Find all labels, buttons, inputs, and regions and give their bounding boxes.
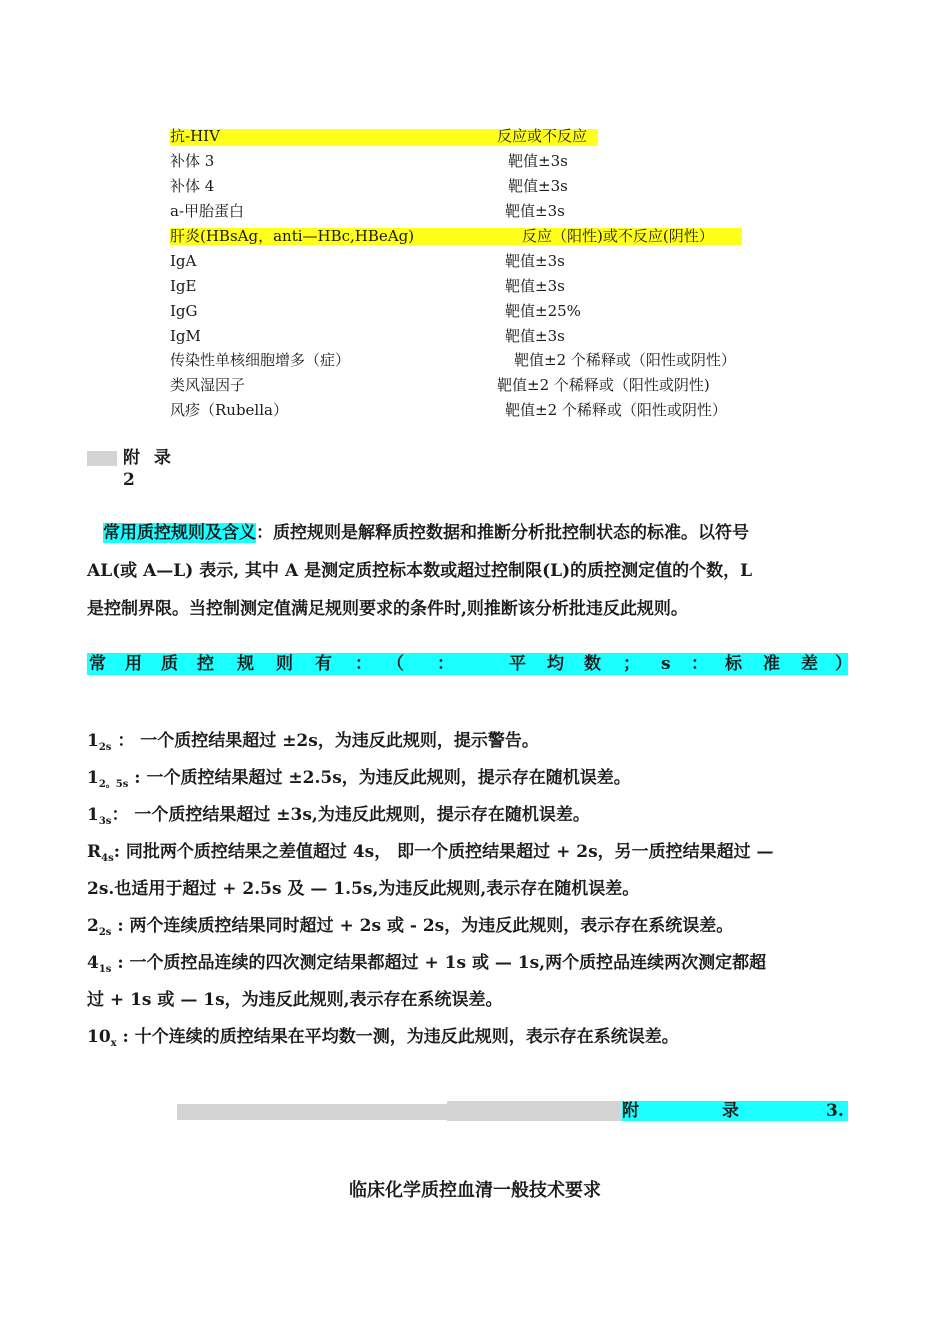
rules-header-char: 规 [237,654,254,674]
rules-header-char: 则 [276,654,293,674]
rule-line [87,988,503,1012]
rule-text: : 一个质控品连续的四次测定结果都超过 + 1s 或 — 1s,两个质控品连续两次测定都超 [111,953,767,973]
rules-header-char: ： [437,654,454,674]
rule-subscript: 2s [98,927,112,938]
test-name: IgG [170,302,198,320]
rules-header-char: 差 [801,654,818,674]
test-name: IgA [170,252,197,270]
target-range: 靶值±3s [505,202,565,220]
target-range: 靶值±2 个稀释或（阳性或阴性） [505,401,727,419]
appendix-2-title: 附 录2 [123,448,175,490]
rules-header-char: 控 [197,654,214,674]
appendix-3-grey-bar-right [447,1101,622,1121]
rule-line [87,1025,679,1056]
table-row [170,349,770,371]
test-name: 抗-HIV [170,127,220,145]
definition-colon: ： [256,523,273,543]
test-name: 肝炎(HBsAg，anti—HBc,HBeAg) [170,227,415,245]
rules-header-char: s [661,654,671,674]
appendix-2-heading [87,447,183,490]
definition-paragraph [87,514,848,628]
target-range: 靶值±3s [508,152,568,170]
target-range: 靶值±25% [505,302,581,320]
test-name: 风疹（Rubella） [170,401,288,419]
rules-header-char: 均 [547,654,564,674]
appendix-3-char: 录 [722,1101,739,1121]
table-row [170,200,770,222]
definition-line-3: 是控制界限。当控制测定值满足规则要求的条件时,则推断该分析批违反此规则。 [87,599,688,619]
rule-line [87,803,590,834]
table-row [170,125,770,147]
appendix-3-char: 附 [622,1101,639,1121]
rules-header [87,653,852,675]
rule-line [87,951,766,982]
rules-header-char: 有 [315,654,332,674]
test-name: 补体 4 [170,177,215,195]
table-row [170,325,770,347]
definition-label: 常用质控规则及含义 [103,523,256,543]
appendix-3-heading [622,1101,848,1121]
test-name: a-甲胎蛋白 [170,202,245,220]
rule-text: 2s.也适用于超过 + 2.5s 及 — 1.5s,为违反此规则,表示存在随机误差。 [87,879,640,899]
rule-line [87,840,774,871]
rule-subscript: 1s [98,964,112,975]
rules-header-char: 平 [509,654,526,674]
target-range: 靶值±3s [508,177,568,195]
table-row [170,150,770,172]
rule-text: 过 + 1s 或 — 1s，为违反此规则,表示存在系统误差。 [87,990,503,1010]
rules-header-char: 标 [725,654,742,674]
definition-line-2: AL(或 A—L) 表示, 其中 A 是测定质控标本数或超过控制限(L)的质控测定值的个数，L [87,561,753,581]
rule-symbol: 10 [87,1027,111,1047]
rule-subscript: x [110,1038,117,1049]
rule-text: : 两个连续质控结果同时超过 + 2s 或 - 2s，为违反此规则，表示存在系统误差。 [111,916,734,936]
target-range: 反应或不反应 [497,127,588,145]
test-name: IgM [170,327,201,345]
rule-text: ： 一个质控结果超过 ±2s，为违反此规则，提示警告。 [111,731,539,751]
table-row [170,275,770,297]
rules-header-char: 准 [763,654,780,674]
rules-header-char: ： [691,654,708,674]
rule-subscript: 2s [98,742,112,753]
rule-line [87,729,539,760]
table-row [170,374,770,396]
target-range: 靶值±3s [505,277,565,295]
target-range: 反应（阳性)或不反应(阴性） [522,227,714,245]
rule-subscript: 4s [101,853,114,864]
rule-symbol: R [87,842,102,862]
target-range: 靶值±3s [505,327,565,345]
section-title: 临床化学质控血清一般技术要求 [349,1180,601,1201]
target-range: 靶值±2 个稀释或（阳性或阴性） [514,351,736,369]
rule-text: : 同批两个质控结果之差值超过 4s， 即一个质控结果超过 + 2s，另一质控结果超过 — [113,842,774,862]
rules-header-char: 数 [584,654,601,674]
rules-header-char: ； [623,654,640,674]
rules-header-char: 用 [125,654,142,674]
rule-symbol: 1 [87,768,99,788]
rules-header-char: 质 [161,654,178,674]
target-range: 靶值±2 个稀释或（阳性或阴性) [497,376,710,394]
table-row [170,250,770,272]
table-row [170,225,770,247]
table-row [170,175,770,197]
rules-header-char: ： [355,654,372,674]
rule-line [87,914,733,945]
grey-marker [87,451,117,466]
test-name: IgE [170,277,197,295]
rule-symbol: 1 [87,805,99,825]
rules-header-char: ） [835,654,852,674]
rule-symbol: 1 [87,731,99,751]
test-name: 类风湿因子 [170,376,246,394]
rule-line [87,766,631,797]
rules-header-char: （ [387,654,404,674]
rules-header-char: 常 [89,654,106,674]
table-row [170,300,770,322]
rule-symbol: 4 [87,953,99,973]
rule-text: ： 一个质控结果超过 ±3s,为违反此规则，提示存在随机误差。 [111,805,590,825]
appendix-3-grey-bar-left [177,1104,447,1120]
rule-text: : 一个质控结果超过 ±2.5s，为违反此规则，提示存在随机误差。 [128,768,631,788]
test-name: 传染性单核细胞增多（症） [170,351,351,369]
rule-text: : 十个连续的质控结果在平均数一测，为违反此规则，表示存在系统误差。 [116,1027,679,1047]
test-name: 补体 3 [170,152,215,170]
table-row [170,399,770,421]
appendix-3-char: 3. [826,1101,844,1121]
rule-line [87,877,639,901]
target-range: 靶值±3s [505,252,565,270]
rule-subscript: 3s [98,816,112,827]
rule-symbol: 2 [87,916,99,936]
definition-text: 质控规则是解释质控数据和推断分析批控制状态的标准。以符号 [273,523,749,543]
rule-subscript: 2。5s [98,779,129,790]
definition-line-1 [103,514,848,552]
